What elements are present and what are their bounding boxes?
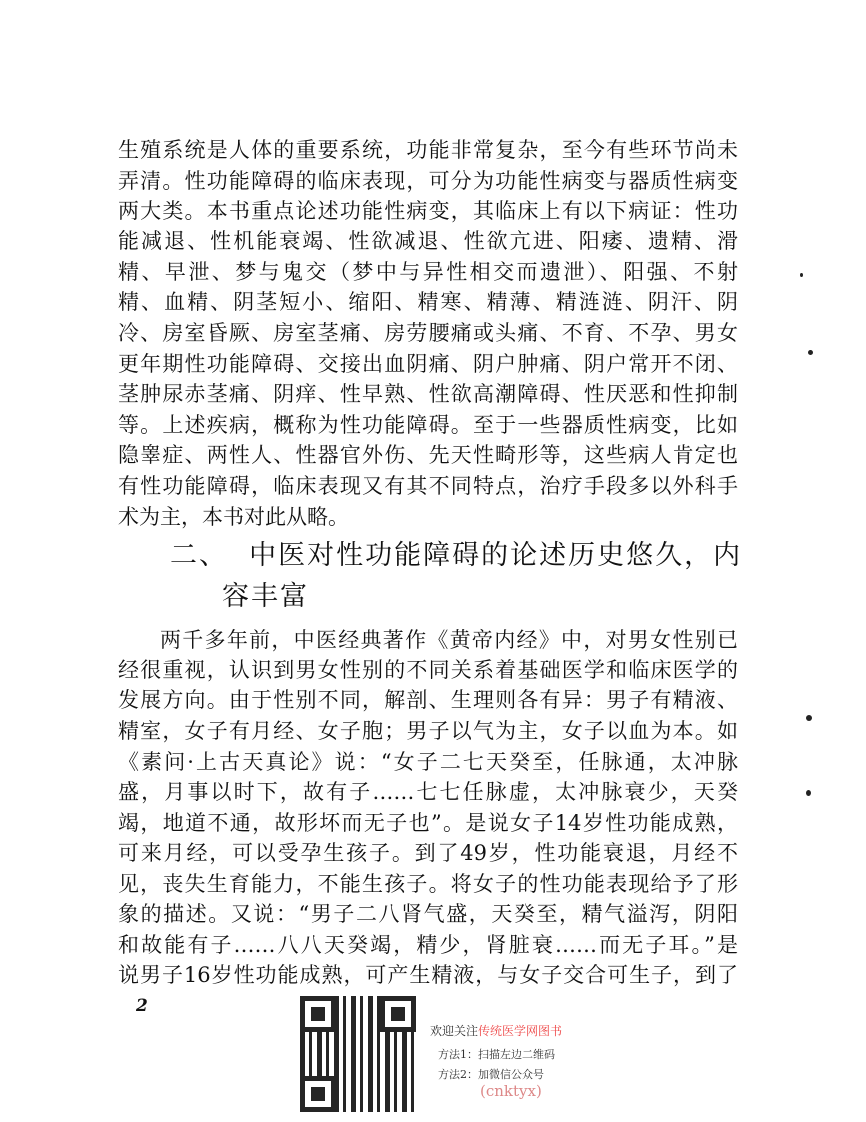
page-number: 2: [136, 996, 148, 1016]
watermark-method1: 方法1：扫描左边二维码: [438, 1048, 555, 1061]
section-heading-line1: [170, 539, 742, 573]
text-line: 和故能有子……八八天癸竭，精少，肾脏衰……而无子耳。”是: [118, 933, 738, 957]
text-line: 精、早泄、梦与鬼交（梦中与异性相交而遗泄）、阳强、不射: [118, 260, 738, 284]
text-line: 有性功能障碍，临床表现又有其不同特点，治疗手段多以外科手: [118, 474, 738, 498]
text-line: 可来月经，可以受孕生孩子。到了49岁，性功能衰退，月经不: [118, 841, 738, 865]
text-line: 精、血精、阴茎短小、缩阳、精寒、精薄、精涟涟、阴汗、阴: [118, 290, 738, 314]
text-line: 更年期性功能障碍、交接出血阴痛、阴户肿痛、阴户常开不闭、: [118, 352, 738, 376]
watermark-account: (cnktyx): [480, 1082, 542, 1100]
text-line: 弄清。性功能障碍的临床表现，可分为功能性病变与器质性病变: [118, 169, 738, 193]
text-line: 能减退、性机能衰竭、性欲减退、性欲亢进、阳痿、遗精、滑: [118, 229, 738, 253]
text-line: 术为主，本书对此从略。: [118, 505, 349, 529]
watermark-welcome: 欢迎关注传统医学网图书: [430, 1024, 563, 1038]
text-line: 两大类。本书重点论述功能性病变，其临床上有以下病证：性功: [118, 199, 738, 223]
qr-code-icon: [300, 996, 416, 1112]
text-line: 精室，女子有月经、女子胞；男子以气为主，女子以血为本。如: [118, 719, 738, 743]
scan-speck: [806, 790, 811, 796]
text-line: 等。上述疾病，概称为性功能障碍。至于一些器质性病变，比如: [118, 413, 738, 437]
section-number: 二、: [170, 540, 228, 571]
text-line: 竭，地道不通，故形坏而无子也”。是说女子14岁性功能成熟，: [118, 811, 738, 835]
text-line: 说男子16岁性功能成熟，可产生精液，与女子交合可生子，到了: [118, 963, 738, 987]
text-line: 《素问·上古天真论》说：“女子二七天癸至，任脉通，太冲脉: [118, 750, 738, 774]
text-line: 经很重视，认识到男女性别的不同关系着基础医学和临床医学的: [118, 658, 738, 682]
watermark-method2: 方法2：加微信公众号: [438, 1068, 544, 1081]
watermark: [298, 994, 598, 1114]
text-line: 茎肿尿赤茎痛、阴痒、性早熟、性欲高潮障碍、性厌恶和性抑制: [118, 382, 738, 406]
text-line: 生殖系统是人体的重要系统，功能非常复杂，至今有些环节尚未: [118, 138, 738, 162]
section-heading-line2: 容丰富: [222, 581, 309, 612]
scan-speck: [800, 273, 803, 277]
text-line: 象的描述。又说：“男子二八肾气盛，天癸至，精气溢泻，阴阳: [118, 902, 738, 926]
text-line: 隐睾症、两性人、性器官外伤、先天性畸形等，这些病人肯定也: [118, 443, 738, 467]
section-title: 中医对性功能障碍的论述历史悠久，内: [249, 540, 743, 571]
scan-speck: [808, 350, 813, 355]
text-line: 盛，月事以时下，故有子……七七任脉虚，太冲脉衰少，天癸: [118, 780, 738, 804]
text-line: 见，丧失生育能力，不能生孩子。将女子的性功能表现给予了形: [118, 872, 738, 896]
text-line: 两千多年前，中医经典著作《黄帝内经》中，对男女性别已: [160, 628, 738, 652]
scan-speck: [806, 715, 812, 721]
text-line: 发展方向。由于性别不同，解剖、生理则各有异：男子有精液、: [118, 688, 738, 712]
text-line: 冷、房室昏厥、房室茎痛、房劳腰痛或头痛、不育、不孕、男女: [118, 321, 738, 345]
